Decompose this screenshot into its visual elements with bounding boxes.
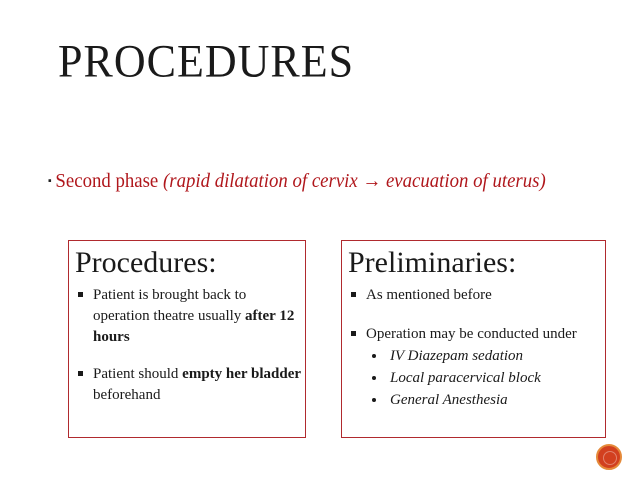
dot-bullet-icon [372,354,376,358]
square-bullet-icon [78,371,83,376]
procedures-heading: Procedures: [75,246,217,279]
dot-bullet-icon [372,398,376,402]
sub-list-item [342,389,605,411]
sub-list-item [342,367,605,389]
item-text: Patient is brought back to operation theatre usually [93,287,247,324]
item-text-tail: beforehand [93,387,161,403]
item-text: Patient should [93,366,183,382]
preliminaries-list [342,285,605,345]
sub-item-text: General Anesthesia [390,392,508,408]
preliminaries-box [341,240,606,438]
list-item [69,364,305,406]
sub-item-text: Local paracervical block [390,370,541,386]
square-bullet-icon [78,292,83,297]
dot-bullet-icon [372,376,376,380]
procedures-box [68,240,306,438]
subtitle-lead: Second phase [55,170,163,192]
sub-item-text: IV Diazepam sedation [390,348,524,364]
slide-subtitle [48,170,546,193]
list-item [69,285,305,348]
circle-nav-icon[interactable] [596,444,622,470]
list-item [342,324,605,345]
item-text: Operation may be conducted under [366,326,577,342]
preliminaries-heading: Preliminaries: [348,246,517,279]
subtitle-parenthetical: (rapid dilatation of cervix → evacuation of uterus) [162,170,546,192]
list-item [342,285,605,306]
sub-list-item [342,345,605,367]
square-bullet-icon [351,292,356,297]
item-text: As mentioned before [366,287,492,303]
item-bold-text: after 12 hours [93,308,295,345]
square-bullet-icon [351,331,356,336]
anesthesia-sublist [342,345,605,411]
slide-title: PROCEDURES [58,35,355,88]
item-bold-text: empty her bladder [182,366,302,382]
subtitle-bullet: ▪ [48,175,52,187]
procedures-list [69,285,305,406]
